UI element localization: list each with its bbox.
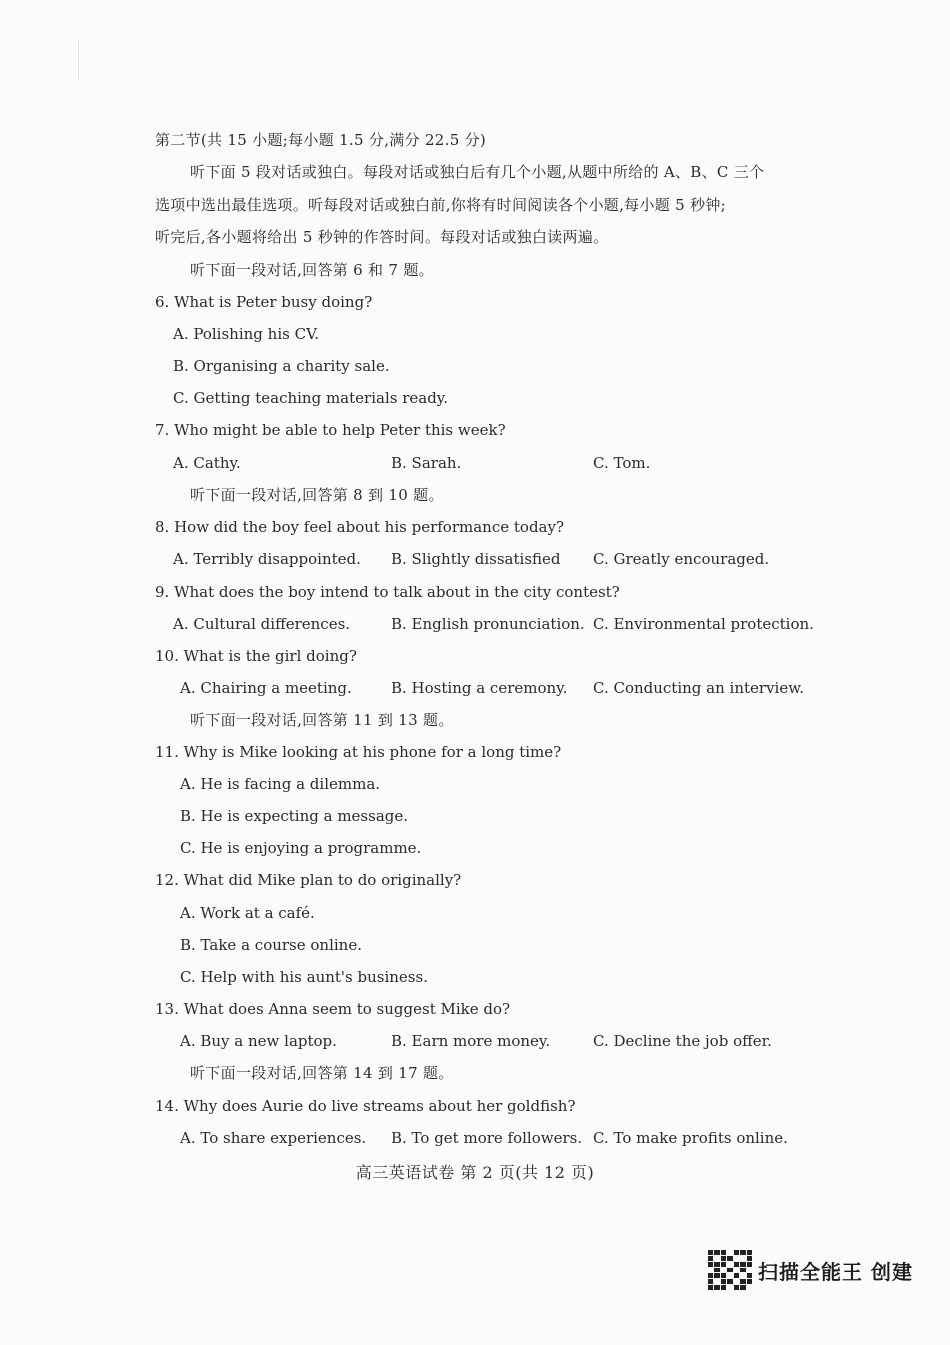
- question-stem: 12. What did Mike plan to do originally?: [155, 871, 462, 889]
- dialogue-prompt: 听下面一段对话,回答第 8 到 10 题。: [190, 486, 444, 504]
- question-stem: 6. What is Peter busy doing?: [155, 293, 373, 311]
- question-stem: 8. How did the boy feel about his performance today?: [155, 518, 564, 536]
- section-heading: 第二节(共 15 小题;每小题 1.5 分,满分 22.5 分): [155, 131, 487, 149]
- scanner-watermark: [708, 1250, 913, 1290]
- dialogue-prompt: 听下面一段对话,回答第 6 和 7 题。: [190, 261, 434, 279]
- option-b: B. Hosting a ceremony.: [391, 679, 568, 697]
- option-a: A. Cultural differences.: [173, 615, 351, 633]
- option-a: A. Chairing a meeting.: [180, 679, 352, 697]
- instruction-line: 选项中选出最佳选项。听每段对话或独白前,你将有时间阅读各个小题,每小题 5 秒钟;: [155, 196, 726, 214]
- question-stem: 11. Why is Mike looking at his phone for a long time?: [155, 743, 562, 761]
- qr-code-icon: [708, 1250, 752, 1290]
- option-c: C. Tom.: [593, 454, 651, 472]
- question-stem: 14. Why does Aurie do live streams about her goldfish?: [155, 1097, 576, 1115]
- dialogue-prompt: 听下面一段对话,回答第 14 到 17 题。: [190, 1064, 454, 1082]
- question-stem: 13. What does Anna seem to suggest Mike do?: [155, 1000, 511, 1018]
- question-stem: 7. Who might be able to help Peter this week?: [155, 421, 506, 439]
- option-b: B. He is expecting a message.: [180, 807, 409, 825]
- option-c: C. Environmental protection.: [593, 615, 814, 633]
- instruction-line: 听下面 5 段对话或独白。每段对话或独白后有几个小题,从题中所给的 A、B、C 三个: [190, 163, 765, 181]
- option-b: B. Earn more money.: [391, 1032, 551, 1050]
- option-a: A. Terribly disappointed.: [173, 550, 361, 568]
- option-b: B. Organising a charity sale.: [173, 357, 390, 375]
- option-a: A. Work at a café.: [180, 904, 315, 922]
- option-a: A. Cathy.: [173, 454, 241, 472]
- option-c: C. Help with his aunt's business.: [180, 968, 428, 986]
- page-footer: 高三英语试卷 第 2 页(共 12 页): [355, 1163, 595, 1182]
- option-a: A. He is facing a dilemma.: [180, 775, 381, 793]
- option-c: C. Conducting an interview.: [593, 679, 805, 697]
- option-b: B. Slightly dissatisfied: [391, 550, 561, 568]
- option-a: A. To share experiences.: [180, 1129, 367, 1147]
- option-b: B. Sarah.: [391, 454, 462, 472]
- option-b: B. To get more followers.: [391, 1129, 583, 1147]
- option-c: C. Greatly encouraged.: [593, 550, 770, 568]
- option-a: A. Buy a new laptop.: [180, 1032, 337, 1050]
- option-b: B. Take a course online.: [180, 936, 362, 954]
- instruction-line: 听完后,各小题将给出 5 秒钟的作答时间。每段对话或独白读两遍。: [155, 228, 609, 246]
- watermark-text: 扫描全能王 创建: [758, 1259, 913, 1284]
- option-a: A. Polishing his CV.: [173, 325, 320, 343]
- question-stem: 9. What does the boy intend to talk about in the city contest?: [155, 583, 620, 601]
- dialogue-prompt: 听下面一段对话,回答第 11 到 13 题。: [190, 711, 454, 729]
- option-c: C. Getting teaching materials ready.: [173, 389, 449, 407]
- option-b: B. English pronunciation.: [391, 615, 585, 633]
- option-c: C. He is enjoying a programme.: [180, 839, 422, 857]
- option-c: C. Decline the job offer.: [593, 1032, 772, 1050]
- question-stem: 10. What is the girl doing?: [155, 647, 357, 665]
- option-c: C. To make profits online.: [593, 1129, 788, 1147]
- scan-artifact: [78, 40, 79, 80]
